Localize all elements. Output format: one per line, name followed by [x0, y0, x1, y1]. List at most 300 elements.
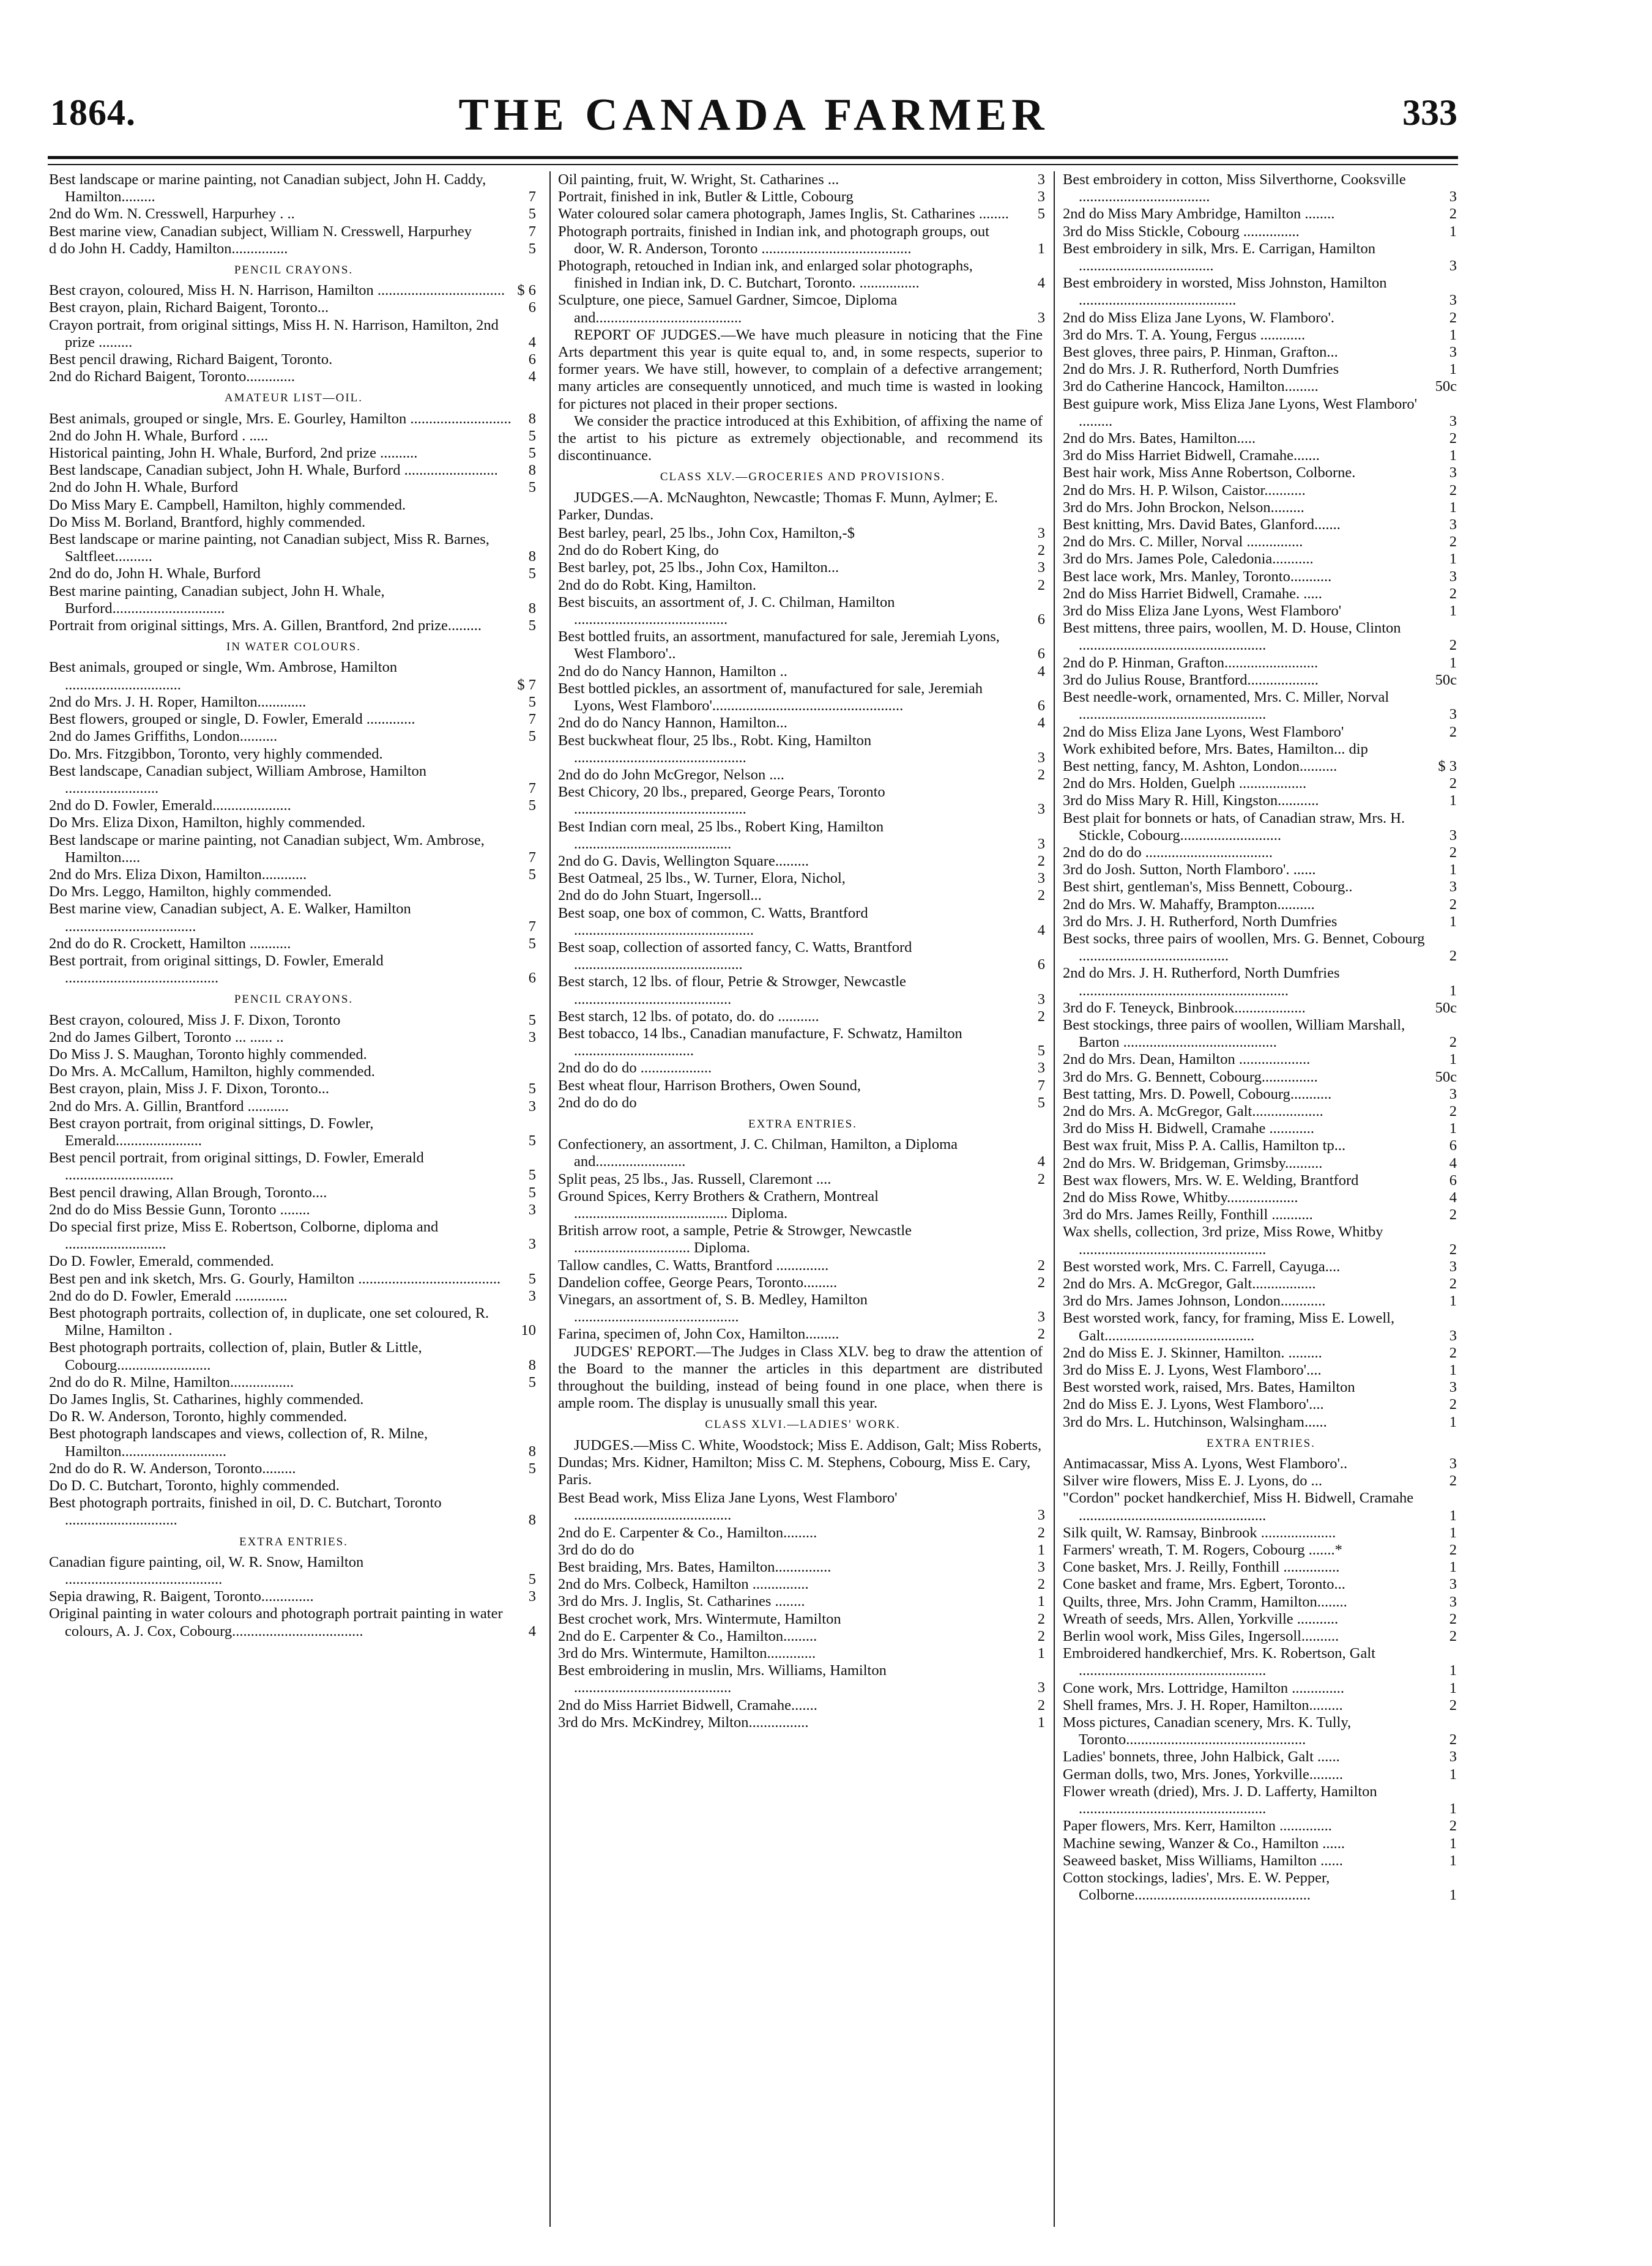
prize-entry: [558, 1576, 1047, 1593]
prize-entry: [49, 1150, 538, 1184]
entry-text: Vinegars, an assortment of, S. B. Medley, Hamilton ............................................: [558, 1291, 868, 1326]
entry-text: 2nd do Mrs. A. McGregor, Galt...................: [1063, 1102, 1323, 1120]
entry-text: Cone basket and frame, Mrs. Egbert, Toronto...: [1063, 1576, 1345, 1593]
prize-amount: 1: [1449, 1852, 1457, 1869]
entry-text: 2nd do Miss E. J. Lyons, West Flamboro'....: [1063, 1396, 1324, 1413]
prize-entry: [49, 299, 538, 316]
prize-amount: 1: [1449, 603, 1457, 620]
prize-amount: 4: [1449, 1154, 1457, 1172]
entry-text: 2nd do Mrs. Colbeck, Hamilton ...............: [558, 1576, 809, 1593]
entry-text: 3rd do Mrs. James Pole, Caledonia...........: [1063, 551, 1314, 568]
prize-amount: 5: [528, 1167, 536, 1184]
prize-amount: 4: [1037, 663, 1045, 680]
entry-text: 2nd do Mrs. W. Mahaffy, Brampton..........: [1063, 896, 1315, 913]
entry-text: Best barley, pearl, 25 lbs., John Cox, Hamilton,-$: [558, 525, 855, 542]
prize-amount: 3: [1449, 879, 1457, 896]
entry-text: Do Mrs. Eliza Dixon, Hamilton, highly commended.: [49, 814, 366, 831]
entry-text: 2nd do Mrs. A. Gillin, Brantford ...........: [49, 1098, 289, 1115]
entry-text: Best lace work, Mrs. Manley, Toronto...........: [1063, 568, 1332, 585]
prize-amount: 50c: [1435, 999, 1457, 1016]
section-heading: CLASS XLVI.—LADIES' WORK.: [705, 1418, 901, 1432]
prize-entry: [1063, 965, 1459, 999]
entry-text: Best crayon, plain, Richard Baigent, Toronto...: [49, 299, 329, 316]
entry-text: 2nd do Miss Harriet Bidwell, Cramahe.......: [558, 1696, 817, 1714]
prize-entry: [49, 410, 538, 428]
prize-entry: [558, 292, 1047, 326]
entry-text: Best worsted work, Mrs. C. Farrell, Cayuga....: [1063, 1258, 1341, 1275]
prize-amount: 2: [1449, 1696, 1457, 1714]
prize-entry: [49, 1305, 538, 1339]
prize-entry: [49, 1588, 538, 1605]
entry-text: 2nd do do D. Fowler, Emerald ..............: [49, 1287, 288, 1304]
prize-entry: [1063, 879, 1459, 896]
header-rule: [48, 156, 1458, 159]
entry-text: Best pencil portrait, from original sittings, D. Fowler, Emerald .............................: [49, 1150, 424, 1184]
prize-entry: [1063, 551, 1459, 568]
entry-text: Best Oatmeal, 25 lbs., W. Turner, Elora, Nichol,: [558, 870, 846, 887]
entry-text: Best gloves, three pairs, P. Hinman, Grafton...: [1063, 344, 1338, 361]
entry-text: Best stockings, three pairs of woollen, William Marshall, Barton .........................................: [1063, 1016, 1405, 1051]
prize-entry: [1063, 1414, 1459, 1431]
report-paragraph: JUDGES' REPORT.—The Judges in Class XLV. beg to draw the attention of the Board to the manner the articles in this department are distributed throughout the building, instead of being found in one place, when there is ample room. The display is unusually small this year.: [558, 1343, 1043, 1412]
prize-entry: [49, 368, 538, 385]
entry-text: Best shirt, gentleman's, Miss Bennett, Cobourg..: [1063, 879, 1353, 896]
prize-amount: 3: [1449, 344, 1457, 361]
entry-text: Dandelion coffee, George Pears, Toronto.........: [558, 1274, 838, 1291]
entry-text: 2nd do do Miss Bessie Gunn, Toronto ........: [49, 1201, 310, 1218]
entry-text: Best hair work, Miss Anne Robertson, Colborne.: [1063, 464, 1356, 481]
prize-amount: 5: [528, 206, 536, 223]
prize-entry: [1063, 1748, 1459, 1766]
prize-amount: 3: [1037, 525, 1045, 542]
entry-text: Wreath of seeds, Mrs. Allen, Yorkville ...........: [1063, 1610, 1339, 1627]
prize-amount: 2: [1037, 1610, 1045, 1627]
prize-amount: 2: [1449, 1034, 1457, 1051]
prize-entry: [1063, 1680, 1459, 1697]
prize-entry: [558, 206, 1047, 223]
entry-text: 3rd do Miss E. J. Lyons, West Flamboro'....: [1063, 1362, 1322, 1379]
prize-amount: 4: [1037, 715, 1045, 732]
entry-text: 2nd do Mrs. Eliza Dixon, Hamilton............: [49, 866, 307, 883]
prize-amount: 4: [528, 333, 536, 351]
prize-amount: 1: [1449, 1835, 1457, 1852]
entry-text: 3rd do Mrs. G. Bennett, Cobourg...............: [1063, 1068, 1318, 1085]
prize-amount: 5: [1037, 206, 1045, 223]
prize-amount: 7: [528, 223, 536, 240]
prize-amount: 1: [1037, 240, 1045, 257]
prize-entry: [1063, 1525, 1459, 1542]
section-heading: EXTRA ENTRIES.: [748, 1117, 857, 1131]
prize-amount: 3: [1449, 516, 1457, 533]
prize-amount: 6: [1037, 956, 1045, 973]
prize-entry: [49, 1374, 538, 1391]
prize-amount: 3: [1037, 1679, 1045, 1696]
prize-entry: [49, 351, 538, 368]
entry-text: Quilts, three, Mrs. John Cramm, Hamilton........: [1063, 1593, 1347, 1610]
prize-entry: [49, 514, 538, 531]
entry-text: Best wheat flour, Harrison Brothers, Owen Sound,: [558, 1077, 861, 1094]
entry-text: Best landscape or marine painting, not Canadian subject, Wm. Ambrose, Hamilton.....: [49, 831, 485, 866]
prize-amount: 1: [1449, 1679, 1457, 1696]
prize-amount: 2: [1449, 430, 1457, 447]
prize-amount: 7: [528, 188, 536, 206]
entry-text: Best marine painting, Canadian subject, John H. Whale, Burford..............................: [49, 582, 385, 617]
entry-text: Best photograph landscapes and views, collection of, R. Milne, Hamilton............................: [49, 1425, 428, 1460]
prize-amount: 3: [528, 1201, 536, 1218]
prize-entry: [1063, 1120, 1459, 1137]
prize-amount: 1: [1449, 1362, 1457, 1379]
entry-text: Best biscuits, an assortment of, J. C. Chilman, Hamilton .........................................: [558, 593, 895, 628]
entry-text: 2nd do do Robt. King, Hamilton.: [558, 576, 756, 593]
prize-amount: 4: [1037, 1153, 1045, 1170]
prize-entry: [558, 1136, 1047, 1170]
prize-amount: 1: [1449, 1662, 1457, 1679]
column-3: [1063, 171, 1459, 2239]
prize-amount: 5: [528, 445, 536, 462]
prize-entry: [1063, 1379, 1459, 1396]
prize-entry: [1063, 1594, 1459, 1611]
entry-text: Farmers' wreath, T. M. Rogers, Cobourg .......*: [1063, 1542, 1342, 1559]
prize-entry: [49, 1219, 538, 1253]
prize-amount: 1: [1449, 1559, 1457, 1576]
prize-entry: [49, 763, 538, 797]
prize-amount: 5: [528, 617, 536, 634]
prize-entry: [1063, 482, 1459, 499]
prize-amount: 3: [528, 1028, 536, 1046]
prize-entry: [1063, 378, 1459, 395]
entry-text: 3rd do Miss H. Bidwell, Cramahe ............: [1063, 1120, 1315, 1137]
entry-text: Best embroidery in cotton, Miss Silverthorne, Cooksville ...................................: [1063, 171, 1406, 206]
entry-text: Best landscape, Canadian subject, William Ambrose, Hamilton .........................: [49, 762, 427, 797]
entry-text: 2nd do Mrs. Holden, Guelph ..................: [1063, 775, 1307, 792]
prize-amount: 1: [1449, 792, 1457, 809]
prize-amount: 1: [1449, 551, 1457, 568]
prize-amount: 2: [1037, 542, 1045, 559]
prize-entry: [558, 1628, 1047, 1645]
entry-text: Best photograph portraits, collection of, in duplicate, one set coloured, R. Milne, Hamilton .: [49, 1305, 489, 1339]
prize-amount: $ 3: [1438, 757, 1457, 775]
entry-text: 2nd do E. Carpenter & Co., Hamilton.........: [558, 1524, 817, 1541]
prize-entry: [558, 1611, 1047, 1628]
entry-text: "Cordon" pocket handkerchief, Miss H. Bidwell, Cramahe ..................................................: [1063, 1490, 1414, 1524]
entry-text: 3rd do Mrs. James Reilly, Fonthill ...........: [1063, 1206, 1313, 1224]
prize-entry: [558, 1291, 1047, 1326]
entry-text: 3rd do Mrs. John Brockon, Nelson.........: [1063, 499, 1304, 516]
prize-amount: 3: [1449, 1748, 1457, 1766]
prize-entry: [558, 577, 1047, 594]
entry-text: Best worsted work, raised, Mrs. Bates, Hamilton: [1063, 1379, 1355, 1396]
entry-text: 2nd do E. Carpenter & Co., Hamilton.........: [558, 1627, 817, 1644]
prize-amount: 4: [528, 368, 536, 385]
prize-entry: [49, 583, 538, 617]
entry-text: 2nd do Mrs. J. R. Rutherford, North Dumfries: [1063, 361, 1339, 378]
prize-amount: 3: [1037, 309, 1045, 326]
prize-amount: 1: [1449, 1800, 1457, 1818]
prize-entry: [1063, 206, 1459, 223]
prize-amount: 2: [1449, 1206, 1457, 1224]
prize-entry: [558, 732, 1047, 767]
prize-entry: [1063, 1835, 1459, 1852]
prize-entry: [49, 1098, 538, 1115]
prize-amount: 3: [1037, 188, 1045, 206]
prize-amount: 2: [1449, 1241, 1457, 1258]
entry-text: Best bottled fruits, an assortment, manufactured for sale, Jeremiah Lyons, West Flamboro'..: [558, 628, 1000, 663]
entry-text: Best barley, pot, 25 lbs., John Cox, Hamilton...: [558, 559, 839, 576]
entry-text: Best pen and ink sketch, Mrs. G. Gourly, Hamilton ......................................: [49, 1270, 501, 1287]
prize-amount: 1: [1449, 1120, 1457, 1137]
prize-entry: [1063, 1818, 1459, 1835]
prize-entry: [558, 784, 1047, 818]
entry-text: Best embroidering in muslin, Mrs. Williams, Hamilton ..........................................: [558, 1662, 887, 1696]
prize-entry: [49, 1012, 538, 1029]
prize-amount: 5: [528, 565, 536, 582]
prize-entry: [49, 1184, 538, 1202]
prize-entry: [558, 1645, 1047, 1662]
prize-entry: [49, 617, 538, 634]
prize-entry: [1063, 1172, 1459, 1189]
prize-amount: 2: [1449, 1542, 1457, 1559]
entry-text: Machine sewing, Wanzer & Co., Hamilton ......: [1063, 1835, 1345, 1852]
prize-entry: [558, 1490, 1047, 1524]
entry-text: Best needle-work, ornamented, Mrs. C. Miller, Norval ..................................................: [1063, 689, 1390, 723]
entry-text: German dolls, two, Mrs. Jones, Yorkville.........: [1063, 1766, 1344, 1783]
prize-amount: 7: [528, 711, 536, 728]
entry-text: Best wax fruit, Miss P. A. Callis, Hamilton tp...: [1063, 1137, 1346, 1154]
prize-amount: 2: [1449, 1102, 1457, 1120]
prize-amount: 3: [1037, 870, 1045, 887]
prize-entry: [558, 171, 1047, 188]
entry-text: Do R. W. Anderson, Toronto, highly commended.: [49, 1408, 348, 1425]
prize-amount: 2: [1449, 948, 1457, 965]
entry-text: 3rd do Mrs. T. A. Young, Fergus ............: [1063, 326, 1306, 343]
prize-amount: 2: [1037, 852, 1045, 869]
prize-amount: 1: [1037, 1541, 1045, 1558]
entry-text: Embroidered handkerchief, Mrs. K. Robertson, Galt ..................................................: [1063, 1645, 1375, 1679]
prize-entry: [49, 746, 538, 763]
entry-text: 2nd do John H. Whale, Burford: [49, 479, 239, 496]
prize-entry: [558, 594, 1047, 628]
entry-text: 3rd do Mrs. Wintermute, Hamilton.............: [558, 1645, 816, 1662]
prize-entry: [1063, 1783, 1459, 1818]
prize-amount: 2: [1449, 1610, 1457, 1627]
prize-amount: 3: [528, 1287, 536, 1304]
prize-amount: 2: [1037, 576, 1045, 593]
entry-text: Water coloured solar camera photograph, James Inglis, St. Catharines ........: [558, 206, 1009, 223]
prize-entry: [558, 1257, 1047, 1274]
prize-entry: [1063, 1051, 1459, 1068]
prize-amount: 6: [528, 299, 536, 316]
prize-amount: 3: [1037, 749, 1045, 766]
prize-amount: 5: [528, 1011, 536, 1028]
prize-amount: 2: [1449, 585, 1457, 602]
prize-entry: [1063, 223, 1459, 240]
entry-text: 2nd do Mrs. Dean, Hamilton ...................: [1063, 1051, 1311, 1068]
entry-text: Best braiding, Mrs. Bates, Hamilton...............: [558, 1559, 832, 1576]
prize-entry: [49, 1425, 538, 1460]
prize-entry: [1063, 1345, 1459, 1362]
entry-text: Best animals, grouped or single, Mrs. E. Gourley, Hamilton ...........................: [49, 410, 512, 427]
prize-entry: [1063, 792, 1459, 809]
entry-text: 2nd do do John McGregor, Nelson ....: [558, 766, 784, 783]
entry-text: 3rd do do do: [558, 1541, 634, 1558]
prize-amount: 2: [1449, 1396, 1457, 1413]
prize-entry: [49, 462, 538, 479]
entry-text: Do D. Fowler, Emerald, commended.: [49, 1253, 274, 1270]
prize-entry: [1063, 1645, 1459, 1679]
entry-text: 3rd do Miss Stickle, Cobourg ...............: [1063, 223, 1300, 240]
prize-entry: [1063, 1000, 1459, 1017]
entry-text: 2nd do do Robert King, do: [558, 542, 719, 559]
prize-entry: [1063, 1276, 1459, 1293]
prize-entry: [1063, 1017, 1459, 1051]
prize-entry: [558, 767, 1047, 784]
prize-entry: [1063, 310, 1459, 327]
section-heading: PENCIL CRAYONS.: [234, 264, 354, 277]
prize-amount: 2: [1449, 1628, 1457, 1645]
prize-entry: [1063, 1086, 1459, 1103]
entry-text: Do Miss M. Borland, Brantford, highly commended.: [49, 513, 366, 530]
prize-entry: [49, 445, 538, 462]
entry-text: 3rd do Josh. Sutton, North Flamboro'. ......: [1063, 861, 1316, 879]
prize-entry: [1063, 1697, 1459, 1714]
entry-text: Sculpture, one piece, Samuel Gardner, Simcoe, Diploma and.......................................: [558, 292, 898, 326]
prize-entry: [49, 814, 538, 831]
entry-text: 2nd do Mrs. A. McGregor, Galt.................: [1063, 1276, 1316, 1292]
prize-entry: [49, 1271, 538, 1288]
entry-text: Crayon portrait, from original sittings, Miss H. N. Harrison, Hamilton, 2nd prize .........: [49, 316, 499, 351]
prize-amount: 3: [1037, 171, 1045, 188]
prize-amount: 2: [1449, 1731, 1457, 1748]
prize-entry: [558, 628, 1047, 663]
header-rule-thin: [48, 164, 1458, 165]
prize-entry: [49, 1391, 538, 1408]
prize-entry: [49, 479, 538, 496]
entry-text: 2nd do do do ..................................: [1063, 844, 1273, 861]
entry-text: 2nd do John H. Whale, Burford . .....: [49, 427, 269, 444]
prize-entry: [49, 206, 538, 223]
prize-entry: [49, 832, 538, 866]
prize-entry: [558, 1559, 1047, 1576]
section-heading: IN WATER COLOURS.: [226, 641, 361, 654]
prize-entry: [1063, 1490, 1459, 1524]
entry-text: Paper flowers, Mrs. Kerr, Hamilton ..............: [1063, 1818, 1332, 1835]
prize-amount: 7: [1037, 1077, 1045, 1094]
entry-text: Do. Mrs. Fitzgibbon, Toronto, very highly commended.: [49, 745, 383, 762]
column-divider: [1054, 171, 1055, 2227]
prize-amount: 3: [528, 1098, 536, 1115]
prize-entry: [49, 1605, 538, 1640]
prize-amount: 3: [1449, 1576, 1457, 1593]
prize-entry: [49, 565, 538, 582]
prize-amount: 1: [1449, 499, 1457, 516]
entry-text: Cotton stockings, ladies', Mrs. E. W. Pepper, Colborne...............................................: [1063, 1869, 1330, 1904]
prize-amount: 1: [1449, 1051, 1457, 1068]
entry-text: 2nd do do R. Crockett, Hamilton ...........: [49, 935, 291, 952]
prize-amount: 3: [1037, 1060, 1045, 1077]
prize-amount: 3: [1037, 801, 1045, 818]
prize-entry: [558, 1171, 1047, 1188]
prize-entry: [1063, 810, 1459, 844]
column-1: [49, 171, 538, 2239]
entry-text: 2nd do do John Stuart, Ingersoll...: [558, 887, 762, 904]
prize-amount: 1: [1037, 1714, 1045, 1731]
entry-text: 2nd do James Griffiths, London..........: [49, 728, 278, 745]
prize-amount: 4: [1037, 275, 1045, 292]
entry-text: Best soap, one box of common, C. Watts, Brantford ................................................: [558, 904, 868, 938]
prize-amount: 6: [528, 351, 536, 368]
page-number: 333: [1402, 92, 1457, 133]
prize-entry: [558, 1274, 1047, 1291]
entry-text: Best plait for bonnets or hats, of Canadian straw, Mrs. H. Stickle, Cobourg...........................: [1063, 809, 1405, 844]
prize-entry: [1063, 1293, 1459, 1310]
prize-amount: 1: [1449, 1887, 1457, 1904]
prize-entry: [49, 1029, 538, 1046]
entry-text: Sepia drawing, R. Baigent, Toronto..............: [49, 1588, 314, 1605]
entry-text: Best landscape or marine painting, not Canadian subject, John H. Caddy, Hamilton.........: [49, 171, 486, 206]
entry-text: 2nd do Miss Harriet Bidwell, Cramahe. .....: [1063, 585, 1322, 602]
prize-entry: [1063, 1766, 1459, 1783]
prize-amount: 3: [1449, 568, 1457, 585]
prize-entry: [1063, 1137, 1459, 1154]
entry-text: 2nd do Richard Baigent, Toronto.............: [49, 368, 296, 385]
prize-amount: 2: [1449, 1276, 1457, 1292]
prize-entry: [49, 1063, 538, 1080]
column-2: [558, 171, 1047, 2239]
prize-entry: [1063, 533, 1459, 551]
entry-text: Do special first prize, Miss E. Robertson, Colborne, diploma and ...........................: [49, 1218, 439, 1253]
entry-text: 2nd do Mrs. J. H. Rutherford, North Dumfries ........................................................: [1063, 965, 1340, 999]
prize-amount: 1: [1449, 1507, 1457, 1524]
prize-amount: 2: [1449, 533, 1457, 551]
prize-entry: [558, 1222, 1047, 1257]
entry-text: Best crayon, plain, Miss J. F. Dixon, Toronto...: [49, 1080, 329, 1098]
judges-list: JUDGES.—Miss C. White, Woodstock; Miss E. Addison, Galt; Miss Roberts, Dundas; Mrs. Kidner, Hamilton; Miss C. M. Stephens, Cobourg, Miss E. Cary, Paris.: [558, 1436, 1042, 1488]
prize-amount: 3: [1449, 827, 1457, 844]
judges-list: JUDGES.—A. McNaughton, Newcastle; Thomas F. Munn, Aylmer; E. Parker, Dundas.: [558, 489, 998, 523]
entry-text: 2nd do Miss Eliza Jane Lyons, West Flamboro': [1063, 723, 1344, 740]
prize-amount: 3: [1449, 1379, 1457, 1396]
entry-text: British arrow root, a sample, Petrie & Strowger, Newcastle ............................... Diploma.: [558, 1222, 912, 1257]
prize-entry: [558, 1008, 1047, 1025]
prize-amount: 3: [528, 1588, 536, 1605]
prize-entry: [558, 853, 1047, 870]
prize-amount: 2: [1449, 1818, 1457, 1835]
report-paragraph: REPORT OF JUDGES.—We have much pleasure in noticing that the Fine Arts department this year is quite equal to, and, in some respects, superior to former years. We have still, however, to complain of a defective arrangement; many articles are consequently unnoticed, and much time is wasted in looking for pictures not placed in their proper sections.: [558, 326, 1043, 412]
prize-entry: [1063, 568, 1459, 585]
prize-entry: [1063, 1224, 1459, 1258]
entry-text: Best pencil drawing, Allan Brough, Toronto....: [49, 1184, 327, 1201]
prize-amount: 2: [1037, 1170, 1045, 1187]
entry-text: Split peas, 25 lbs., Jas. Russell, Claremont ....: [558, 1170, 832, 1187]
prize-amount: 2: [1037, 887, 1045, 904]
prize-entry: [1063, 344, 1459, 361]
prize-entry: [1063, 741, 1459, 758]
entry-text: 2nd do do Nancy Hannon, Hamilton ..: [558, 663, 787, 680]
prize-entry: [558, 1697, 1047, 1714]
prize-entry: [49, 935, 538, 953]
entry-text: Do James Inglis, St. Catharines, highly commended.: [49, 1391, 364, 1408]
prize-entry: [1063, 672, 1459, 689]
entry-text: 2nd do Mrs. Bates, Hamilton.....: [1063, 430, 1256, 447]
issue-year: 1864.: [50, 92, 136, 133]
prize-entry: [558, 1326, 1047, 1343]
entry-text: 3rd do Miss Harriet Bidwell, Cramahe.......: [1063, 447, 1320, 464]
prize-entry: [49, 953, 538, 987]
prize-entry: [1063, 1258, 1459, 1276]
entry-text: Best animals, grouped or single, Wm. Ambrose, Hamilton ...............................: [49, 659, 398, 693]
entry-text: Best photograph portraits, finished in oil, D. C. Butchart, Toronto ..............................: [49, 1495, 442, 1529]
entry-text: Do Miss Mary E. Campbell, Hamilton, highly commended.: [49, 496, 406, 513]
